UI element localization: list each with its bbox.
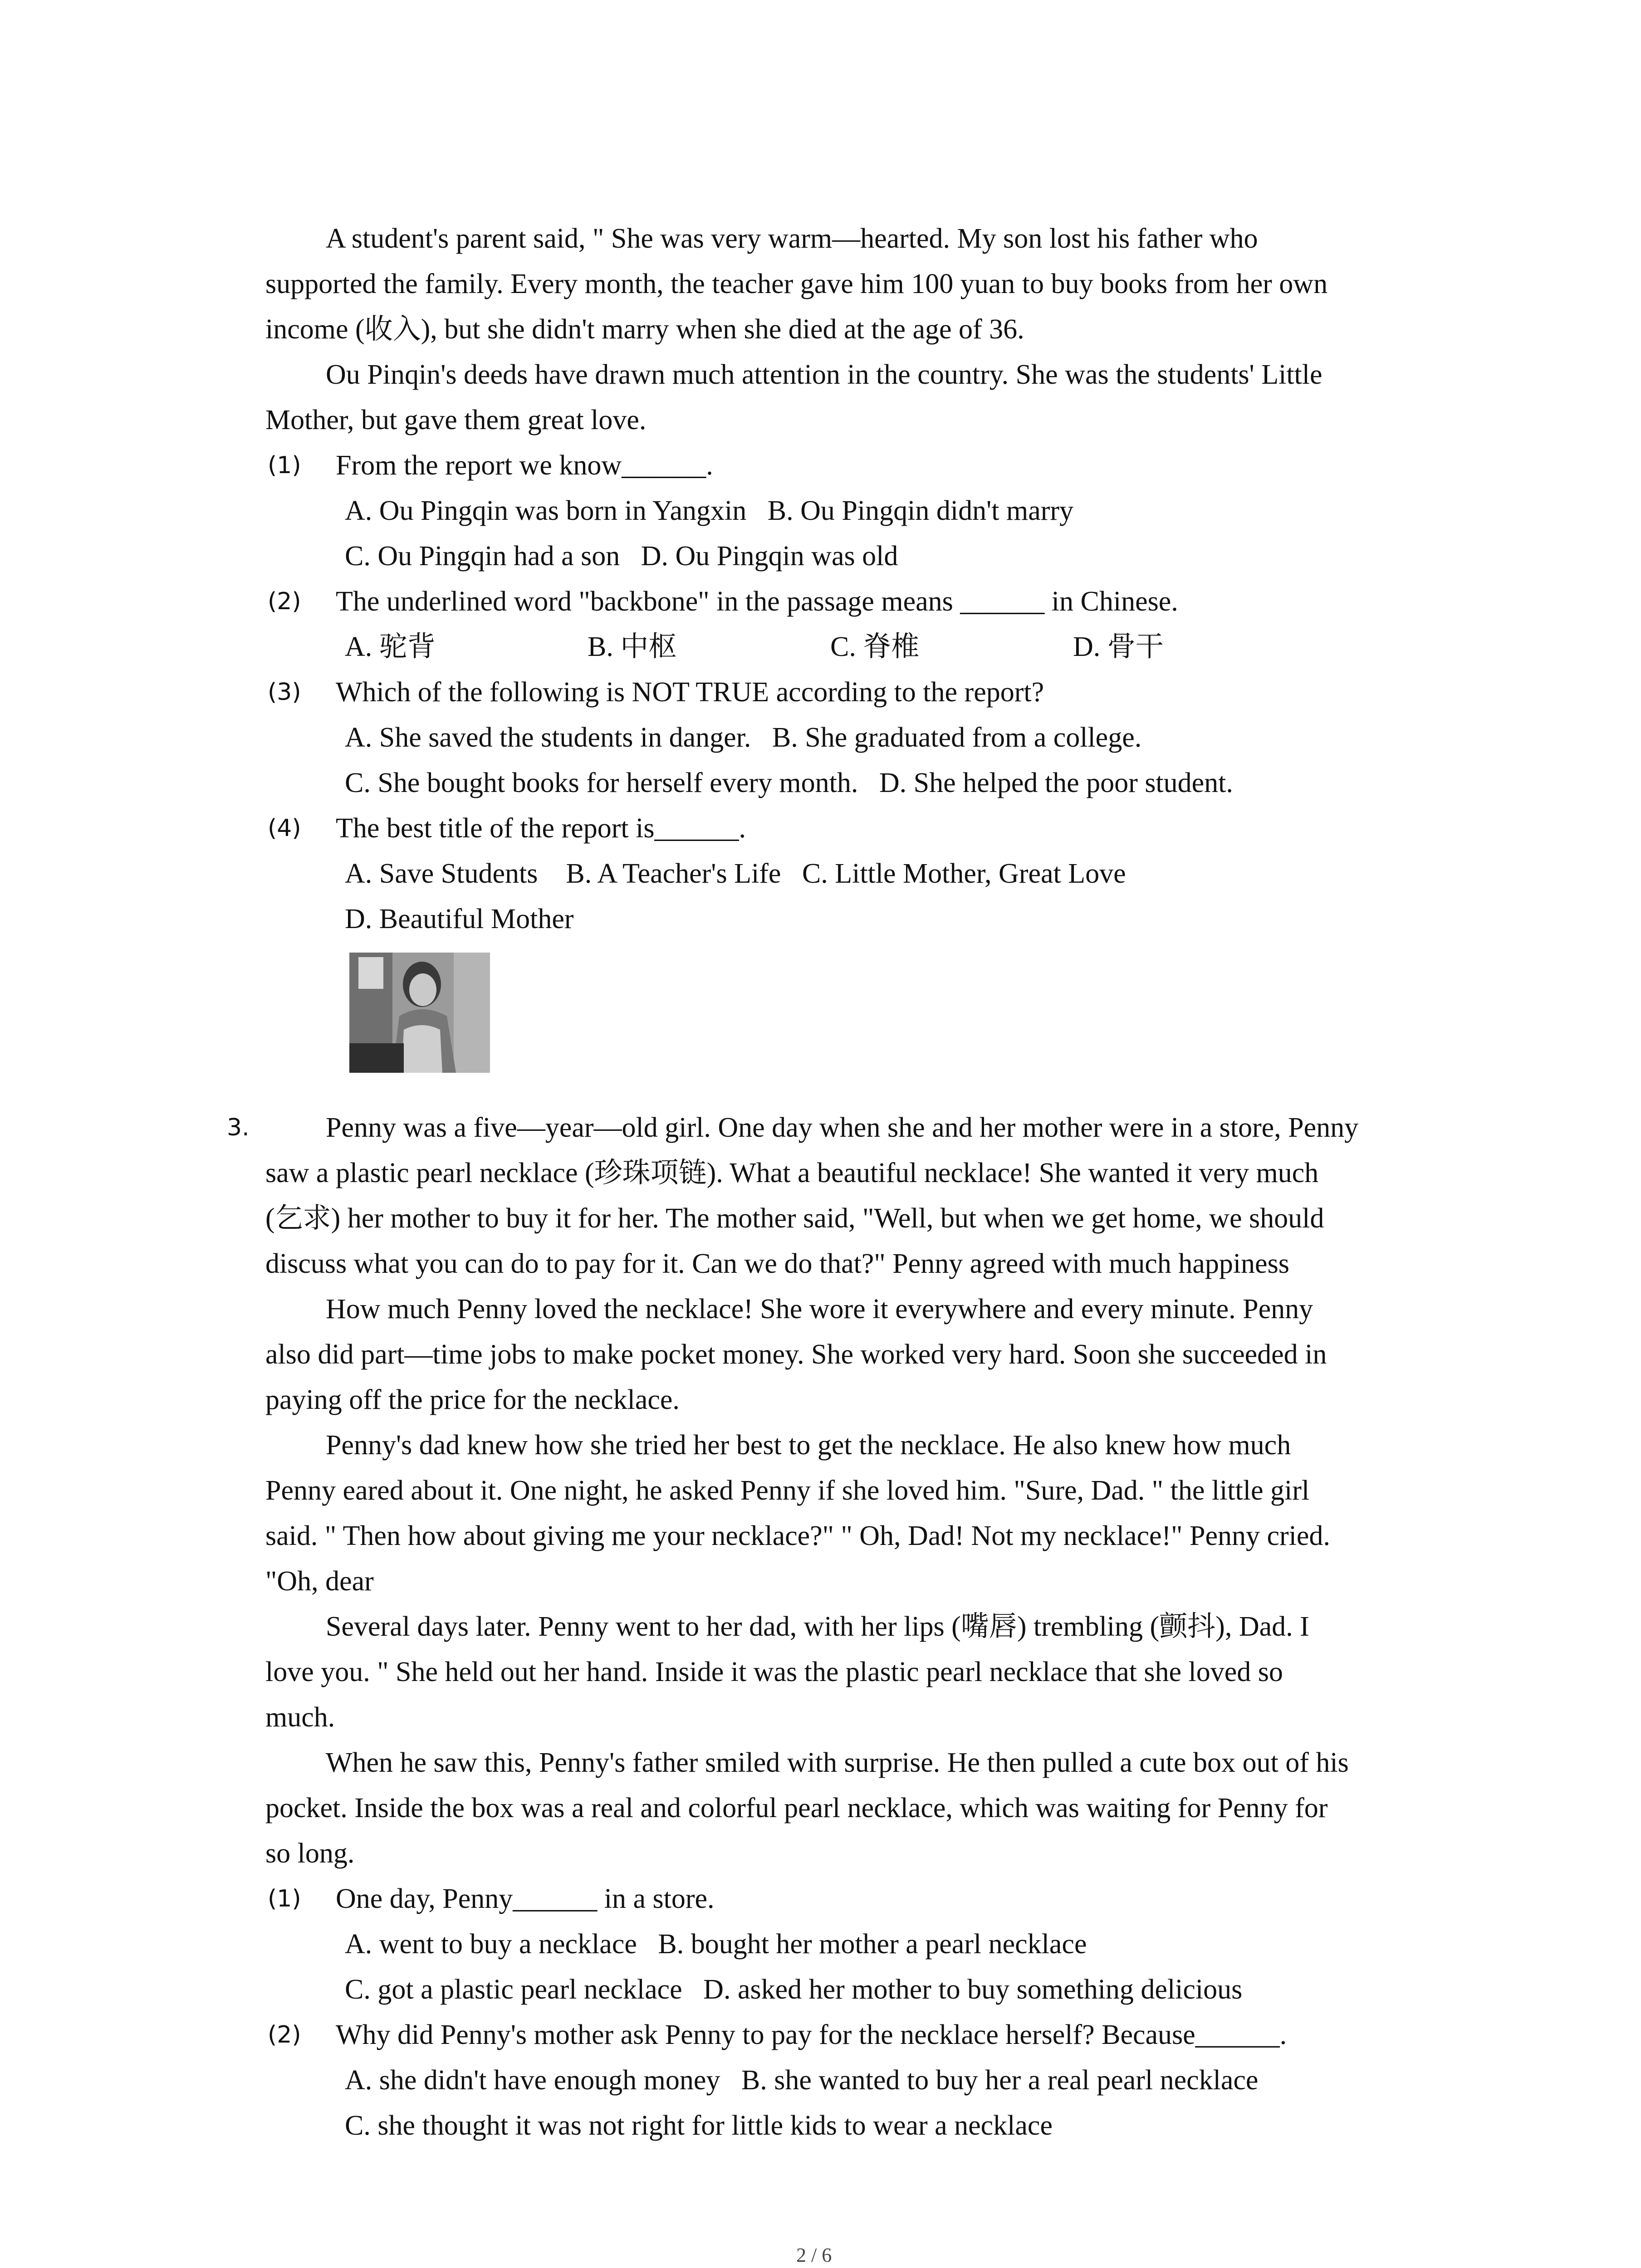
passage-number: 3. <box>227 1114 250 1141</box>
question-text: The underlined word "backbone" in the passage means ______ in Chinese. <box>336 586 1178 617</box>
paragraph-line: love you. " She held out her hand. Inside it was the plastic pearl necklace that she loved so <box>265 1657 1283 1687</box>
question-options: C. she thought it was not right for little kids to wear a necklace <box>345 2110 1053 2141</box>
paragraph-line: much. <box>265 1702 335 1733</box>
question-number: (3) <box>268 679 301 706</box>
question-options: A. Save Students B. A Teacher's Life C. Little Mother, Great Love <box>345 858 1126 889</box>
page-number: 2 / 6 <box>796 2244 832 2266</box>
question-options: C. Ou Pingqin had a son D. Ou Pingqin was old <box>345 541 898 572</box>
paragraph-line: Ou Pinqin's deeds have drawn much attention in the country. She was the students' Little <box>326 359 1323 390</box>
question-text: From the report we know______. <box>336 450 713 481</box>
question-options: A. she didn't have enough money B. she wanted to buy her a real pearl necklace <box>345 2065 1259 2096</box>
paragraph-line: pocket. Inside the box was a real and colorful pearl necklace, which was waiting for Penny for <box>265 1793 1328 1823</box>
question-text: The best title of the report is______. <box>336 813 746 844</box>
question-options: A. She saved the students in danger. B. She graduated from a college. <box>345 722 1142 753</box>
question-number: (4) <box>268 815 301 842</box>
paragraph-line: saw a plastic pearl necklace (珍珠项链). What a beautiful necklace! She wanted it very much <box>265 1158 1319 1188</box>
paragraph-line: also did part—time jobs to make pocket money. She worked very hard. Soon she succeeded in <box>265 1339 1327 1370</box>
paragraph-line: Penny was a five—year—old girl. One day when she and her mother were in a store, Penny <box>326 1112 1359 1143</box>
paragraph-line: When he saw this, Penny's father smiled with surprise. He then pulled a cute box out of his <box>326 1747 1349 1778</box>
question-number: (2) <box>268 2021 301 2048</box>
option-b: B. 中枢 <box>588 631 677 662</box>
paragraph-line: discuss what you can do to pay for it. Can we do that?" Penny agreed with much happiness <box>265 1248 1289 1279</box>
paragraph-line: supported the family. Every month, the teacher gave him 100 yuan to buy books from her own <box>265 269 1328 299</box>
paragraph-line: income (收入), but she didn't marry when she died at the age of 36. <box>265 314 1024 345</box>
paragraph-line: How much Penny loved the necklace! She wore it everywhere and every minute. Penny <box>326 1294 1313 1325</box>
paragraph-line: "Oh, dear <box>265 1566 374 1597</box>
question-text: One day, Penny______ in a store. <box>336 1883 715 1914</box>
question-text: Why did Penny's mother ask Penny to pay for the necklace herself? Because______. <box>336 2019 1287 2050</box>
question-number: (2) <box>268 588 301 615</box>
question-number: (1) <box>268 452 301 479</box>
option-d: D. 骨干 <box>1073 631 1164 662</box>
paragraph-line: A student's parent said, " She was very warm—hearted. My son lost his father who <box>326 223 1258 254</box>
paragraph-line: Mother, but gave them great love. <box>265 405 647 435</box>
paragraph-line: Penny eared about it. One night, he asked Penny if she loved him. "Sure, Dad. " the little girl <box>265 1475 1310 1506</box>
paragraph-line: Several days later. Penny went to her dad, with her lips (嘴唇) trembling (颤抖), Dad. I <box>326 1611 1309 1642</box>
question-text: Which of the following is NOT TRUE according to the report? <box>336 677 1044 708</box>
question-options: C. She bought books for herself every month. D. She helped the poor student. <box>345 767 1233 798</box>
question-options: A. went to buy a necklace B. bought her mother a pearl necklace <box>345 1929 1087 1960</box>
paragraph-line: Penny's dad knew how she tried her best to get the necklace. He also knew how much <box>326 1430 1291 1461</box>
paragraph-line: (乞求) her mother to buy it for her. The mother said, "Well, but when we get home, we should <box>265 1203 1324 1234</box>
teacher-photo <box>349 953 490 1073</box>
question-options: A. Ou Pingqin was born in Yangxin B. Ou Pingqin didn't marry <box>345 495 1074 526</box>
question-options: C. got a plastic pearl necklace D. asked her mother to buy something delicious <box>345 1974 1243 2005</box>
question-number: (1) <box>268 1885 301 1912</box>
paragraph-line: so long. <box>265 1838 355 1869</box>
option-a: A. 驼背 <box>345 631 436 662</box>
paragraph-line: paying off the price for the necklace. <box>265 1384 680 1415</box>
paragraph-line: said. " Then how about giving me your necklace?" " Oh, Dad! Not my necklace!" Penny cried. <box>265 1520 1330 1551</box>
option-c: C. 脊椎 <box>830 631 920 662</box>
question-options: D. Beautiful Mother <box>345 904 574 934</box>
